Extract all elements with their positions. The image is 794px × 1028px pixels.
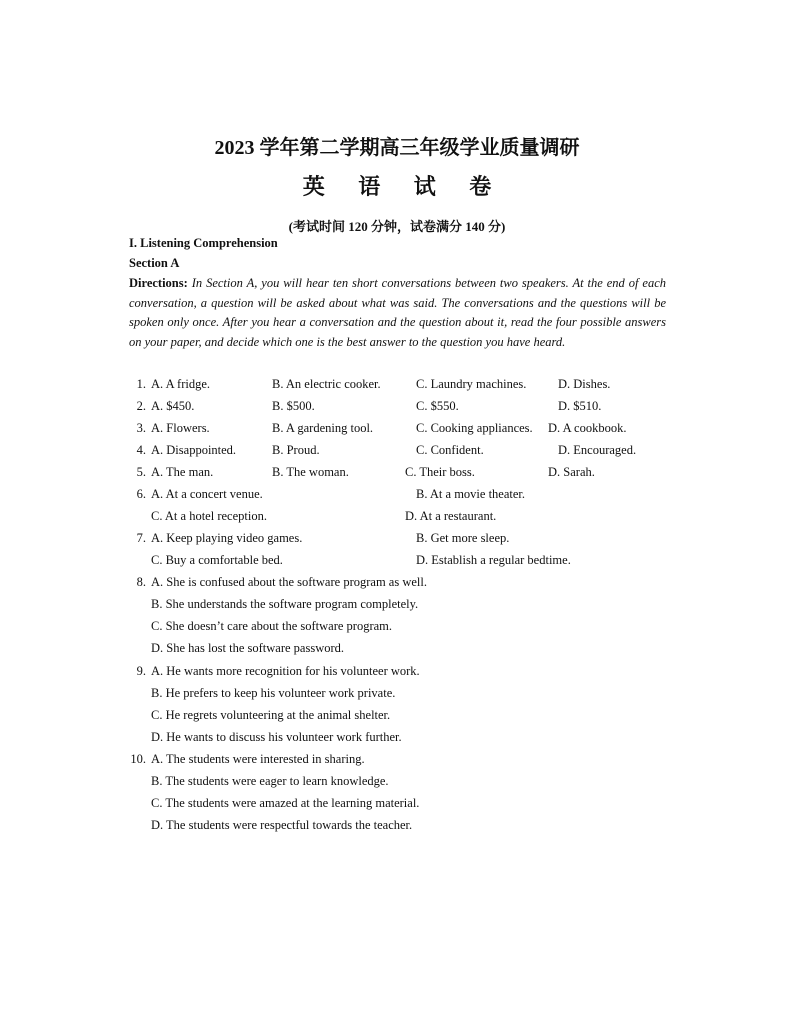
directions <box>129 274 666 352</box>
exam-subtitle: 英 语 试 卷 <box>302 174 506 199</box>
option: D. Sarah. <box>548 465 595 479</box>
option: D. She has lost the software password. <box>151 641 345 655</box>
option: B. The woman. <box>272 465 349 479</box>
option: D. Establish a regular bedtime. <box>416 553 571 567</box>
option: A. Keep playing video games. <box>151 531 303 545</box>
option: A. Flowers. <box>151 421 210 435</box>
option: B. He prefers to keep his volunteer work private. <box>151 686 396 700</box>
option: B. A gardening tool. <box>272 421 374 435</box>
question-number: 6. <box>136 487 146 501</box>
option: C. Confident. <box>416 443 484 457</box>
option: A. A fridge. <box>151 377 211 391</box>
option: D. Encouraged. <box>558 443 637 457</box>
option: D. At a restaurant. <box>405 509 497 523</box>
option: A. Disappointed. <box>151 443 237 457</box>
option: B. The students were eager to learn knowledge. <box>151 774 389 788</box>
option: B. Get more sleep. <box>416 531 510 545</box>
option: A. At a concert venue. <box>151 487 263 501</box>
option: C. She doesn’t care about the software program. <box>151 619 393 633</box>
option: B. At a movie theater. <box>416 487 526 501</box>
option: B. Proud. <box>272 443 320 457</box>
option: D. Dishes. <box>558 377 611 391</box>
question-number: 1. <box>136 377 146 391</box>
question-number: 3. <box>136 421 146 435</box>
option: D. He wants to discuss his volunteer work further. <box>151 730 402 744</box>
option: A. The man. <box>151 465 214 479</box>
question-number: 7. <box>136 531 146 545</box>
option: B. An electric cooker. <box>272 377 381 391</box>
option: D. $510. <box>558 399 602 413</box>
question-number: 10. <box>130 752 146 766</box>
question-number: 2. <box>136 399 146 413</box>
option: C. The students were amazed at the learning material. <box>151 796 420 810</box>
option: C. Buy a comfortable bed. <box>151 553 283 567</box>
question-number: 4. <box>136 443 146 457</box>
option: B. She understands the software program completely. <box>151 597 419 611</box>
option: A. $450. <box>151 399 195 413</box>
exam-title: 2023 学年第二学期高三年级学业质量调研 <box>214 137 580 159</box>
option: C. Cooking appliances. <box>416 421 533 435</box>
directions-text: In Section A, you will hear ten short conversations between two speakers. At the end of each conversation, a question will be asked about what was said. The conversations and the questions will be spoken only once. After you hear a conversation and the question about it, read the four possible answers on your paper, and decide which one is the best answer to the question you have heard. <box>129 276 666 349</box>
option: A. The students were interested in sharing. <box>151 752 365 766</box>
option: C. $550. <box>416 399 459 413</box>
question-number: 5. <box>136 465 146 479</box>
part-heading: I. Listening Comprehension <box>129 236 278 250</box>
option: C. Their boss. <box>405 465 475 479</box>
question-number: 9. <box>136 664 146 678</box>
section-heading: Section A <box>129 256 180 270</box>
option: C. At a hotel reception. <box>151 509 267 523</box>
option: C. Laundry machines. <box>416 377 527 391</box>
option: A. He wants more recognition for his volunteer work. <box>151 664 420 678</box>
option: A. She is confused about the software program as well. <box>151 575 427 589</box>
exam-note: (考试时间 120 分钟，试卷满分 140 分) <box>288 219 506 234</box>
question-number: 8. <box>136 575 146 589</box>
option: D. The students were respectful towards the teacher. <box>151 818 413 832</box>
option: D. A cookbook. <box>548 421 627 435</box>
option: B. $500. <box>272 399 315 413</box>
directions-label: Directions: <box>129 276 188 290</box>
option: C. He regrets volunteering at the animal shelter. <box>151 708 391 722</box>
